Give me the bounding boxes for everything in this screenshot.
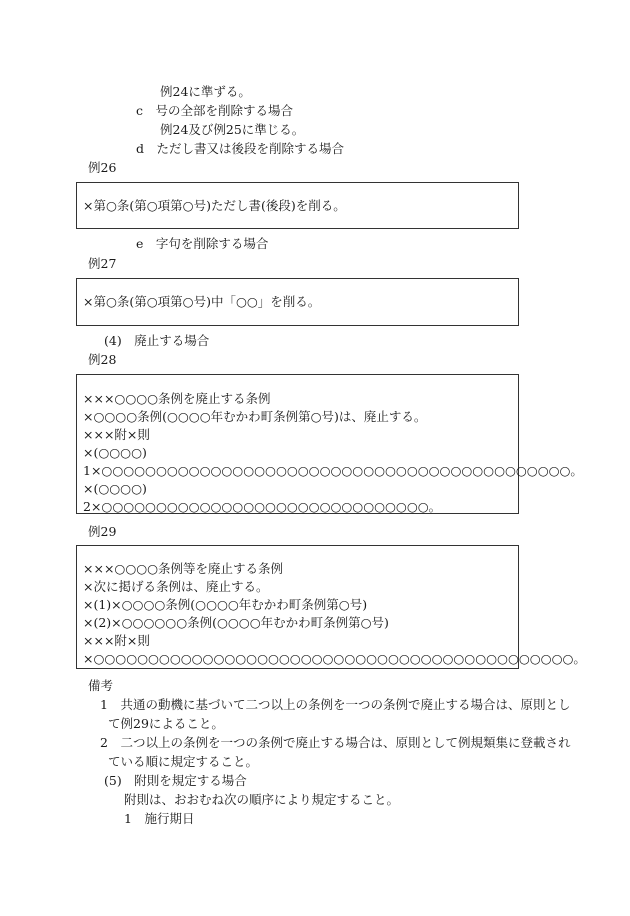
box-line: ×××○○○○条例を廃止する条例 (83, 391, 271, 406)
remark-item-continued: て例29によること。 (108, 716, 224, 731)
remark-item: 1 共通の動機に基づいて二つ以上の条例を一つの条例で廃止する場合は、原則とし (100, 697, 571, 712)
box-line: ×××附×則 (83, 633, 150, 648)
example-label: 例26 (88, 160, 117, 175)
remark-item: 2 二つ以上の条例を一つの条例で廃止する場合は、原則として例規類集に登載され (100, 735, 571, 750)
example-29-box (76, 545, 586, 669)
text-line: 例24及び例25に準じる。 (160, 122, 305, 137)
example-label: 例28 (88, 352, 117, 367)
section-5-heading: (5) 附則を規定する場合 (104, 773, 247, 788)
box-line: ×○○○○○○○○○○○○○○○○○○○○○○○○○○○○○○○○○○○○○○○○○○○○。 (83, 651, 586, 666)
example-label: 例27 (88, 256, 117, 271)
box-line: ×次に掲げる条例は、廃止する。 (83, 579, 269, 594)
example-28-box (76, 374, 583, 514)
section-4-heading: (4) 廃止する場合 (104, 333, 210, 348)
box-line: ×(2)×○○○○○○条例(○○○○年むかわ町条例第○号) (83, 615, 389, 630)
box-line: 1×○○○○○○○○○○○○○○○○○○○○○○○○○○○○○○○○○○○○○○○○○○○。 (83, 463, 583, 478)
box-line: ×(1)×○○○○条例(○○○○年むかわ町条例第○号) (83, 597, 368, 612)
text-line: 例24に準ずる。 (160, 84, 251, 99)
box-line: ×(○○○○) (83, 445, 147, 460)
box-line: 2×○○○○○○○○○○○○○○○○○○○○○○○○○○○○○○。 (83, 499, 442, 514)
example-26-box (76, 182, 519, 229)
item-c-heading: c 号の全部を削除する場合 (136, 103, 294, 118)
box-line: ×第○条(第○項第○号)中「○○」を削る。 (83, 294, 321, 309)
paragraph: 附則は、おおむね次の順序により規定すること。 (124, 792, 400, 807)
example-label: 例29 (88, 524, 117, 539)
item-e-heading: e 字句を削除する場合 (136, 236, 269, 251)
remark-item-continued: ている順に規定すること。 (108, 754, 259, 769)
box-line: ×(○○○○) (83, 481, 147, 496)
remarks-heading: 備考 (88, 678, 114, 693)
example-27-box (76, 278, 519, 326)
box-line: ×○○○○条例(○○○○年むかわ町条例第○号)は、廃止する。 (83, 409, 427, 424)
box-line: ×第○条(第○項第○号)ただし書(後段)を削る。 (83, 198, 346, 213)
item-d-heading: d ただし書又は後段を削除する場合 (136, 141, 345, 156)
box-line: ×××○○○○条例等を廃止する条例 (83, 561, 284, 576)
list-item: 1 施行期日 (124, 811, 195, 826)
box-line: ×××附×則 (83, 427, 150, 442)
